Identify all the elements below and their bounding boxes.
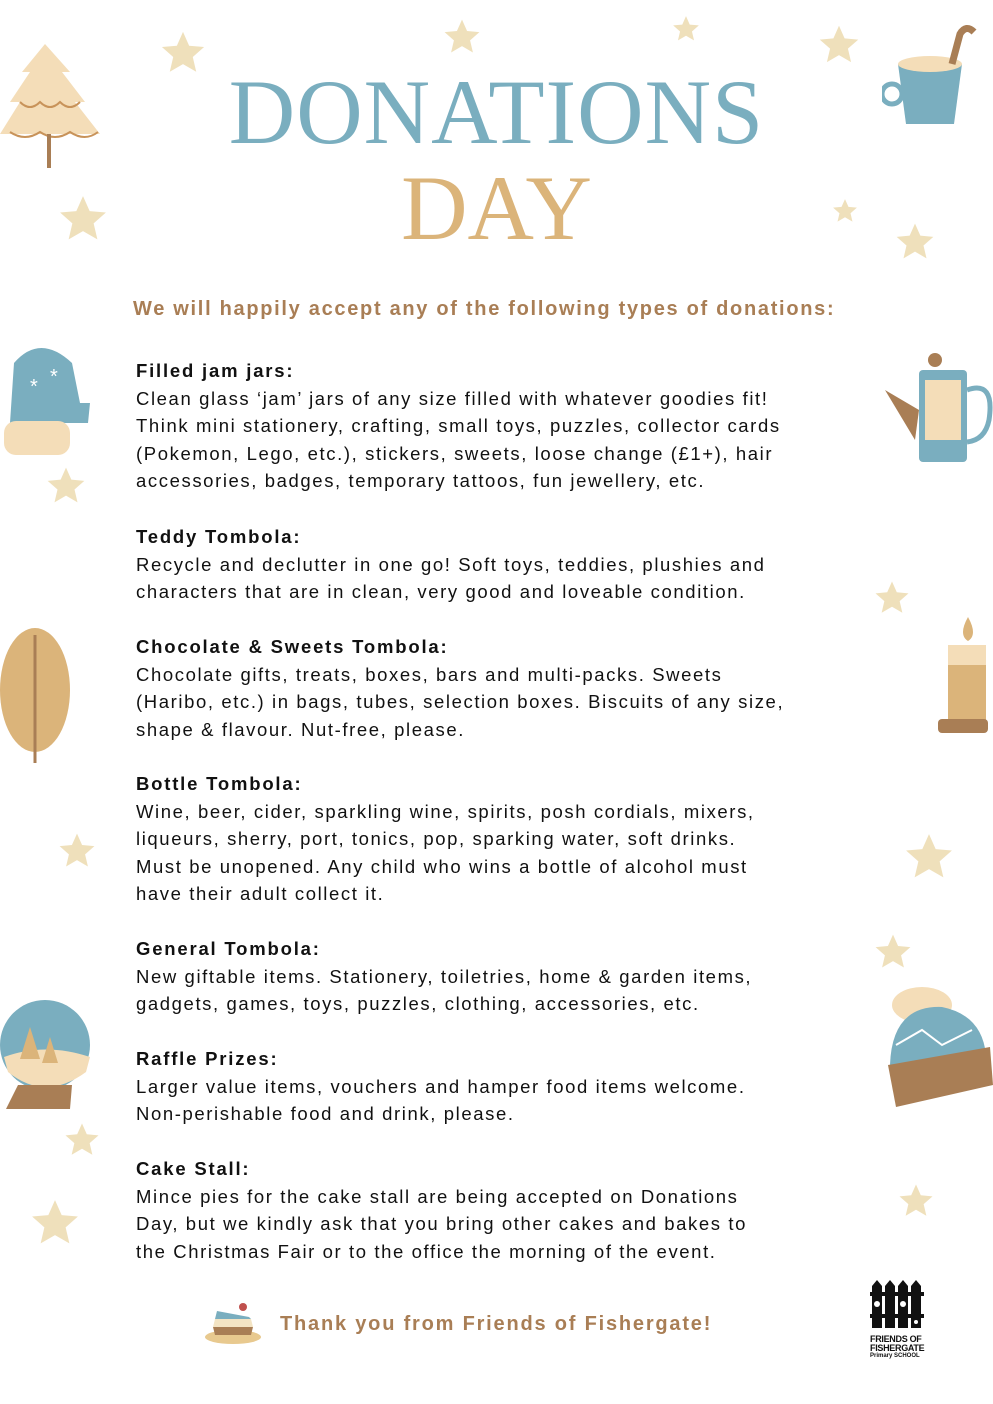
section-text-line: Non-perishable food and drink, please.	[136, 1103, 515, 1124]
section-text-line: gadgets, games, toys, puzzles, clothing, accessories, etc.	[136, 993, 700, 1014]
hot-drink-cup-icon	[882, 24, 993, 139]
cake-icon	[203, 1297, 263, 1352]
donation-section	[136, 633, 896, 743]
section-text-line: New giftable items. Stationery, toiletries, home & garden items,	[136, 965, 753, 987]
section-text-line: liqueurs, sherry, port, tonics, pop, sparking water, soft drinks.	[136, 828, 737, 849]
star-icon	[443, 18, 481, 61]
donation-section	[136, 357, 896, 495]
title-donations: DONATIONS	[228, 61, 765, 163]
teapot-icon	[885, 350, 993, 470]
intro-text: We will happily accept any of the following types of donations:	[133, 298, 836, 320]
star-icon	[672, 15, 700, 48]
section-text-line: Day, but we kindly ask that you bring other cakes and bakes to	[136, 1213, 747, 1234]
star-icon	[874, 580, 910, 621]
section-text-line: accessories, badges, temporary tattoos, fun jewellery, etc.	[136, 470, 706, 491]
section-heading: Raffle Prizes:	[136, 1048, 279, 1069]
svg-text:*: *	[50, 366, 58, 388]
donation-section	[136, 935, 896, 1018]
svg-text:*: *	[30, 376, 38, 398]
star-icon	[58, 832, 96, 875]
donation-section	[136, 1155, 896, 1265]
donation-section	[136, 1045, 896, 1128]
section-text-line: Wine, beer, cider, sparkling wine, spirits, posh cordials, mixers,	[136, 800, 755, 822]
section-heading: General Tombola:	[136, 938, 321, 959]
candle-icon	[928, 615, 988, 740]
section-text-line: the Christmas Fair or to the office the morning of the event.	[136, 1240, 717, 1262]
leaf-icon	[0, 625, 72, 770]
knitted-hat-icon	[882, 985, 993, 1115]
friends-of-fishergate-logo	[870, 1278, 926, 1360]
section-text-line: characters that are in clean, very good and loveable condition.	[136, 581, 746, 602]
title-day: DAY	[401, 157, 592, 259]
section-heading: Cake Stall:	[136, 1158, 251, 1179]
section-text-line: Mince pies for the cake stall are being accepted on Donations	[136, 1185, 739, 1207]
section-text-line: Recycle and declutter in one go! Soft toys, teddies, plushies and	[136, 553, 766, 575]
section-heading: Bottle Tombola:	[136, 773, 303, 794]
thank-you-text: Thank you from Friends of Fishergate!	[280, 1313, 713, 1335]
section-text-line: Must be unopened. Any child who wins a bottle of alcohol must	[136, 855, 748, 877]
section-heading: Filled jam jars:	[136, 360, 295, 381]
section-heading: Teddy Tombola:	[136, 526, 302, 547]
star-icon	[818, 24, 860, 71]
star-icon	[904, 832, 954, 887]
star-icon	[30, 1198, 80, 1253]
logo-line-2: FISHERGATE	[870, 1343, 925, 1353]
logo-line-3: Primary SCHOOL	[870, 1353, 920, 1359]
star-icon	[898, 1183, 934, 1224]
section-text-line: (Haribo, etc.) in bags, tubes, selection boxes. Biscuits of any size,	[136, 691, 785, 712]
section-text-line: shape & flavour. Nut-free, please.	[136, 718, 465, 740]
section-text-line: Think mini stationery, crafting, small toys, puzzles, collector cards	[136, 415, 781, 436]
star-icon	[160, 30, 206, 81]
logo-line-1: FRIENDS OF	[870, 1334, 922, 1344]
section-text-line: Chocolate gifts, treats, boxes, bars and multi-packs. Sweets	[136, 663, 723, 685]
donation-section	[136, 523, 896, 606]
star-icon	[46, 466, 86, 511]
star-icon	[895, 222, 935, 267]
christmas-tree-icon	[0, 42, 102, 175]
section-text-line: Clean glass ‘jam’ jars of any size filled with whatever goodies fit!	[136, 387, 769, 409]
star-icon	[874, 933, 912, 976]
donation-section	[136, 770, 896, 908]
section-text-line: (Pokemon, Lego, etc.), stickers, sweets, loose change (£1+), hair	[136, 442, 774, 464]
section-text-line: have their adult collect it.	[136, 883, 385, 904]
mitten-icon	[0, 343, 92, 463]
section-heading: Chocolate & Sweets Tombola:	[136, 636, 449, 657]
star-icon	[832, 198, 858, 229]
star-icon	[58, 194, 108, 249]
snow-globe-icon	[0, 997, 92, 1117]
section-text-line: Larger value items, vouchers and hamper food items welcome.	[136, 1075, 746, 1097]
star-icon	[64, 1122, 100, 1163]
